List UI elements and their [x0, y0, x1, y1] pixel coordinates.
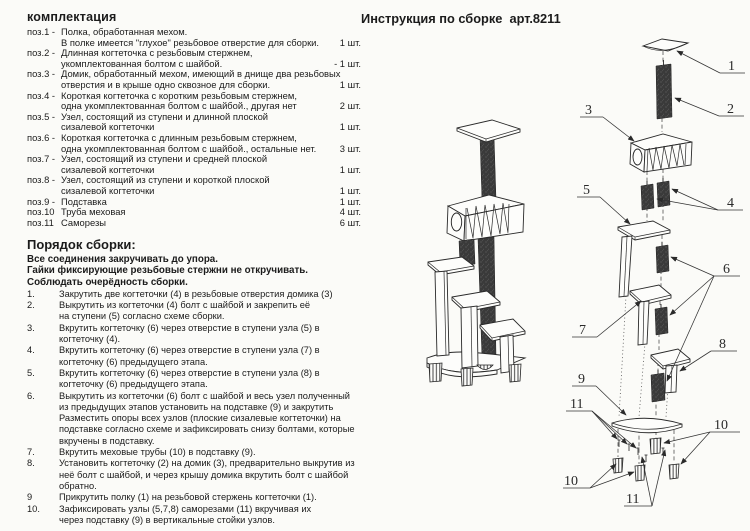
part-quantity: - 1 шт.	[334, 57, 361, 69]
step-row	[27, 492, 361, 503]
part-row	[27, 175, 361, 196]
part-position: поз.5 -	[27, 110, 56, 122]
step-text: Вкрутить когтеточку (6) через отверстие в ступени узла (7) в когтеточку (6) предыдущего этапа.	[59, 345, 320, 367]
part-position: поз.1 -	[27, 26, 56, 37]
exploded-diagram	[563, 30, 750, 522]
step-text: Зафиксировать узлы (5,7,8) саморезами (11) вкручивая их через подставку (9) в вертикальные стойки узлов.	[59, 503, 312, 525]
part-position: поз.7 -	[27, 153, 56, 165]
part-position: поз.8 -	[27, 174, 56, 186]
part-position: поз.2 -	[27, 47, 56, 59]
callout-11-bottom: 11	[626, 492, 640, 507]
callout-3: 3	[585, 103, 592, 118]
step-row	[27, 504, 361, 527]
part-quantity: 3 шт.	[339, 142, 361, 154]
step-number: 3.	[27, 322, 35, 333]
part-row	[27, 69, 361, 90]
assembly-notes	[27, 254, 361, 288]
part-row	[27, 112, 361, 133]
step-row	[27, 300, 361, 323]
part-quantity: 4 шт.	[339, 206, 361, 218]
house-hole	[451, 213, 461, 231]
callout-8: 8	[719, 337, 726, 352]
callout-10-left: 10	[564, 474, 578, 489]
step-row	[27, 368, 361, 391]
assembled-tree-diagram	[400, 112, 545, 390]
part-quantity: 1 шт.	[339, 121, 361, 133]
house-hole	[633, 149, 642, 165]
assembly-header: Порядок сборки:	[27, 237, 136, 253]
part-long-post	[656, 60, 672, 119]
part-quantity: 1 шт.	[339, 195, 361, 207]
step-number: 9	[27, 492, 33, 503]
part-base	[612, 418, 682, 433]
assembly-note: Соблюдать очерёдность сборки.	[27, 276, 188, 288]
callout-4: 4	[727, 196, 734, 211]
part-row	[27, 154, 361, 175]
callout-5: 5	[583, 183, 590, 198]
part-position: поз.4 -	[27, 89, 56, 101]
part-row	[27, 91, 361, 112]
step-number: 10.	[27, 503, 40, 514]
callout-6: 6	[723, 262, 730, 277]
part-post-6a	[656, 242, 669, 273]
step-row	[27, 458, 361, 492]
top-shelf	[457, 120, 520, 142]
step-text: Вкрутить меховые трубы (10) в подставку (9).	[59, 447, 256, 458]
part-shelf	[643, 39, 688, 51]
part-description: Узел, состоящий из ступени и средней плоской сизалевой когтеточки	[61, 153, 268, 175]
part-description: Короткая когтеточка с длинным резьбовым стержнем, одна укомплектованная болтом с шайбой., остальные нет.	[61, 131, 317, 154]
step-row	[27, 447, 361, 458]
step-number: 8.	[27, 458, 35, 469]
part-position: поз.3 -	[27, 68, 56, 80]
callout-11-left: 11	[570, 397, 584, 412]
step-number: 2.	[27, 300, 35, 311]
callout-10-right: 10	[714, 418, 728, 433]
part-house	[630, 134, 692, 172]
part-quantity: 1 шт.	[339, 163, 361, 175]
assembly-note: Все соединения закручивать до упора.	[27, 254, 218, 266]
part-quantity: 2 шт.	[339, 100, 361, 112]
part-description: Узел, состоящий из ступени и длинной плоской сизалевой когтеточки	[61, 110, 269, 133]
step-number: 1.	[27, 288, 35, 299]
callout-2: 2	[727, 102, 734, 117]
part-description: Длинная когтеточка с резьбовым стержнем, укомплектованная болтом с шайбой.	[61, 47, 253, 69]
step-text: Вкрутить когтеточку (6) через отверстие в ступени узла (5) в когтеточку (4).	[59, 322, 320, 345]
part-quantity: 6 шт.	[339, 216, 361, 228]
step-text: Закрутить две когтеточки (4) в резьбовые отверстия домика (3)	[59, 288, 333, 299]
leader-lines	[563, 51, 745, 506]
assembly-steps	[27, 289, 361, 526]
step-text: Выкрутить из когтеточки (6) болт с шайбой и весь узел полученный из предыдущих этапов установить на подставке (9) и закрутить Разместить опоры всех узлов (плоские сизалевые когтеточки) на подставке согласно схеме и зафиксировать снизу болтами, которые вкручены в подставку.	[59, 390, 355, 446]
step-row	[27, 345, 361, 368]
step-row	[27, 289, 361, 300]
step-row	[27, 391, 361, 447]
text-column	[27, 10, 361, 526]
part-position: поз.11	[27, 216, 54, 228]
step-text: Вкрутить когтеточку (6) через отверстие в ступени узла (8) в когтеточку (6) предыдущего этапа.	[59, 367, 320, 390]
part-description: Полка, обработанная мехом. В полке имеется "глухое" резьбовое отверстие для сборки.	[61, 26, 320, 48]
parts-list	[27, 27, 361, 228]
part-description: Подставка	[61, 195, 107, 207]
part-description: Узел, состоящий из ступени и короткой плоской сизалевой когтеточки	[61, 174, 270, 196]
step-number: 4.	[27, 345, 35, 356]
scratch-post	[480, 136, 496, 200]
part-description: Короткая когтеточка с коротким резьбовым стержнем, одна укомплектованная болтом с шайбой., другая нет	[61, 89, 297, 112]
part-row	[27, 27, 361, 48]
part-position: поз.9 -	[27, 195, 56, 207]
parts-list-header: комплектация	[27, 10, 117, 24]
callout-9: 9	[578, 372, 585, 387]
part-position: поз.10	[27, 206, 55, 218]
part-post-6b	[655, 304, 668, 335]
callout-1: 1	[728, 59, 735, 74]
part-post-6c	[651, 370, 665, 402]
part-position: поз.6 -	[27, 131, 56, 143]
part-row	[27, 133, 361, 154]
part-row	[27, 218, 361, 229]
house	[447, 195, 524, 241]
step-text: Прикрутить полку (1) на резьбовой стержень когтеточки (1).	[59, 492, 317, 503]
part-short-posts	[641, 178, 670, 210]
step-number: 5.	[27, 367, 35, 378]
step-text: Выкрутить из когтеточки (4) болт с шайбой и закрепить её на ступени (5) согласно схеме сборки.	[59, 300, 311, 322]
callout-7: 7	[579, 323, 586, 338]
step-number: 7.	[27, 447, 35, 458]
page-title: Инструкция по сборке арт.8211	[361, 11, 561, 26]
part-quantity: 1 шт.	[339, 36, 361, 48]
step-row	[27, 323, 361, 346]
part-description: Труба меховая	[61, 206, 126, 218]
part-description: Домик, обработанный мехом, имеющий в днище два резьбовых отверстия и в крыше одно сквозное для сборки.	[61, 68, 341, 90]
part-description: Саморезы	[61, 216, 107, 228]
part-quantity: 1 шт.	[339, 78, 361, 90]
step-number: 6.	[27, 390, 35, 401]
part-row	[27, 48, 361, 69]
assembly-note: Гайки фиксирующие резьбовые стержни не откручивать.	[27, 265, 309, 277]
part-quantity: 1 шт.	[339, 184, 361, 196]
step-text: Установить когтеточку (2) на домик (3), предварительно выкрутив из неё болт с шайбой, и через крышу домика вкрутить болт с шайбой обратно.	[59, 458, 355, 491]
